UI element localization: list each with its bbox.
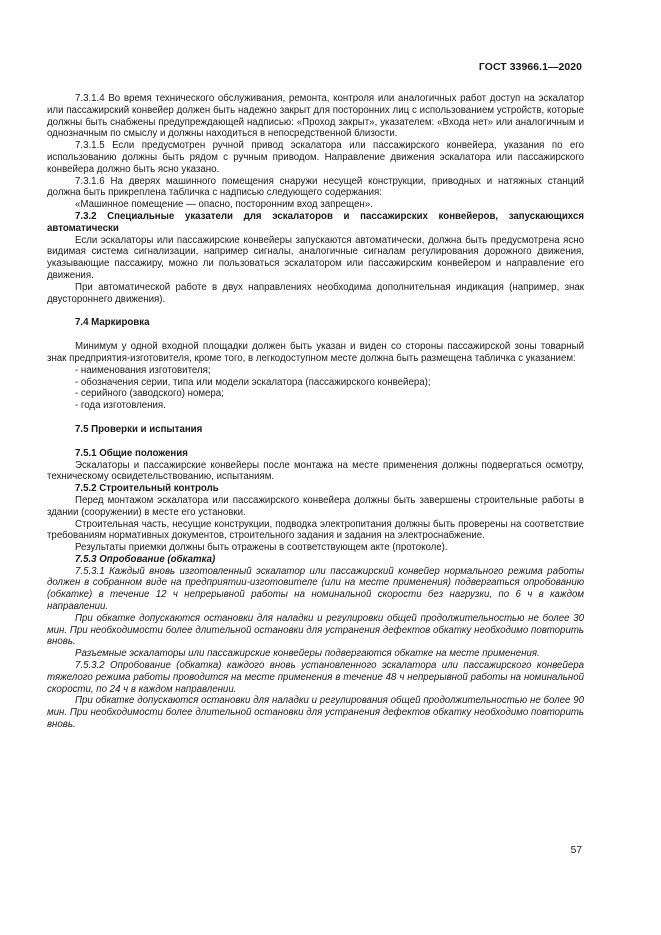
- heading-7-4: 7.4 Маркировка: [75, 317, 150, 329]
- paragraph-general: Эскалаторы и пассажирские конвейеры после монтажа на месте применения должны подвергаться осмотру, техническому освидетельствованию, испытаниям.: [47, 459, 584, 483]
- paragraph-acceptance: Результаты приемки должны быть отражены в соответствующем акте (протоколе).: [75, 542, 448, 554]
- paragraph-structures: Строительная часть, несущие конструкции, подводка электропитания должны быть проверены на соответствие требованиям нормативных документов, строительного задания и задания на электроснабжение.: [47, 518, 584, 542]
- clause-7-5-3-2: 7.5.3.2 Опробование (обкатка) каждого вновь установленного эскалатора или пассажирского конвейера тяжелого режима работы проводится на месте применения в течение 48 ч непрерывной работы на номинальной скорости, по 24 ч в каждом направлении.: [47, 660, 584, 695]
- paragraph-construction: Перед монтажом эскалатора или пассажирского конвейера должны быть завершены строительные работы в здании (сооружении) в месте его установки.: [47, 494, 584, 518]
- heading-7-5-1: 7.5.1 Общие положения: [75, 447, 188, 459]
- paragraph-marking: Минимум у одной входной площадки должен быть указан и виден со стороны пассажирской зоны товарный знак предприятия-изготовителя, кроме того, в легкодоступном месте должна быть размещена табличка с указанием:: [47, 341, 584, 364]
- document-body: [47, 93, 584, 731]
- paragraph-stops-90: При обкатке допускаются остановки для наладки и регулирования общей продолжительностью не более 90 мин. При необходимости более длительной остановки для устранения дефектов обкатку необходимо повторить вновь.: [47, 695, 584, 731]
- paragraph-bidirectional: При автоматической работе в двух направлениях необходима дополнительная индикация (например, знак двустороннего движения).: [47, 281, 584, 305]
- page-number: 57: [570, 845, 582, 856]
- standard-header: ГОСТ 33966.1—2020: [478, 62, 582, 73]
- heading-7-5: 7.5 Проверки и испытания: [75, 423, 203, 435]
- clause-7-3-1-6: 7.3.1.6 На дверях машинного помещения снаружи несущей конструкции, приводных и натяжных станций должна быть прикреплена табличка с надписью следующего содержания:: [47, 175, 584, 199]
- list-item: - обозначения серии, типа или модели эскалатора (пассажирского конвейера);: [75, 376, 431, 388]
- clause-7-3-1-4: 7.3.1.4 Во время технического обслуживания, ремонта, контроля или аналогичных работ доступ на эскалатор или пассажирский конвейер должен быть надежно закрыт для посторонних лиц с использованием устройств, которые должны быть снабжены предупреждающей надписью: «Проход закрыт», указателем: «Входа нет» или аналогичным и однозначным по смыслу и должны находиться в непосредственной близости.: [47, 93, 584, 140]
- plate-text: «Машинное помещение — опасно, посторонним вход запрещен».: [75, 199, 373, 211]
- paragraph-detachable: Разъемные эскалаторы или пассажирские конвейеры подвергаются обкатке на месте применения.: [75, 648, 540, 660]
- clause-7-5-3-1: 7.5.3.1 Каждый вновь изготовленный эскалатор или пассажирский конвейер нормального режима работы должен в собранном виде на предприятии-изготовителе (или на месте применения) подвергаться опробованию (обкатке) в течение 12 ч непрерывной работы на номинальной скорости без нагрузки, по 6 ч в каждом направлении.: [47, 565, 584, 613]
- clause-7-3-1-5: 7.3.1.5 Если предусмотрен ручной привод эскалатора или пассажирского конвейера, указания по его использованию должны быть рядом с ручным приводом. Направление движения эскалатора или пассажирского конвейера должно быть ясно указано.: [47, 140, 584, 175]
- list-item: - наименования изготовителя;: [75, 364, 211, 376]
- heading-7-5-2: 7.5.2 Строительный контроль: [75, 483, 219, 495]
- heading-7-3-2: 7.3.2 Специальные указатели для эскалаторов и пассажирских конвейеров, запускающихся автоматически: [47, 210, 584, 234]
- list-item: - года изготовления.: [75, 400, 166, 412]
- paragraph-stops-30: При обкатке допускаются остановки для наладки и регулировки общей продолжительностью не более 30 мин. При необходимости более длительной остановки для устранения дефектов обкатку необходимо повторить вновь.: [47, 612, 584, 648]
- heading-7-5-3: 7.5.3 Опробование (обкатка): [75, 553, 216, 565]
- list-item: - серийного (заводского) номера;: [75, 388, 224, 400]
- paragraph-auto-start: Если эскалаторы или пассажирские конвейеры запускаются автоматически, должна быть предусмотрена ясно видимая система сигнализации, например сигналы, аналогичные сигналам регулирования дорожного движения, указывающие пассажиру, можно ли пользоваться эскалатором или пассажирским конвейером и направление его движения.: [47, 234, 584, 281]
